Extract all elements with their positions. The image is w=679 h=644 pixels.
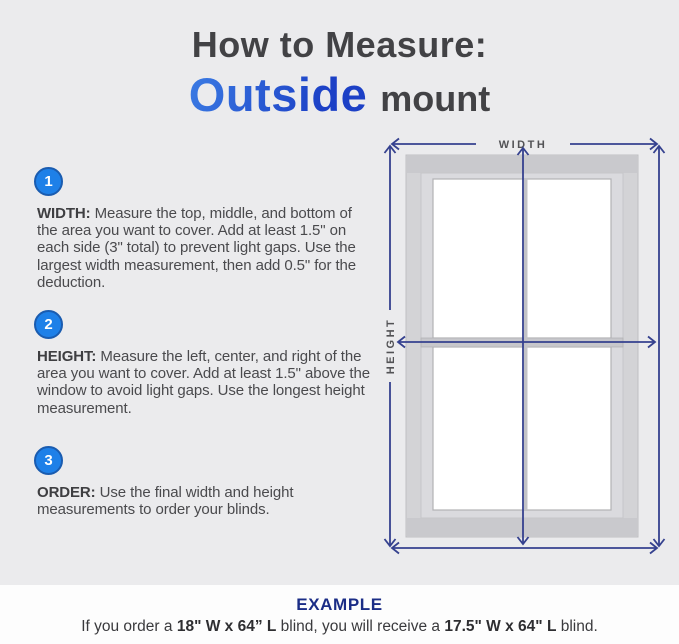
window-diagram-svg bbox=[378, 132, 672, 560]
step-2-text bbox=[37, 348, 373, 417]
step-1-number: 1 bbox=[44, 173, 53, 190]
window-sill-band bbox=[407, 518, 637, 536]
step-3-label: ORDER: bbox=[37, 484, 96, 501]
window-measurement-diagram bbox=[378, 132, 672, 560]
step-2-number: 2 bbox=[44, 316, 53, 333]
window-center-mullion bbox=[524, 179, 528, 510]
example-footer bbox=[0, 585, 679, 644]
title-highlight-outside: Outside bbox=[188, 68, 368, 121]
step-2-body: Measure the left, center, and right of the area you want to cover. Add at least 1.5" above the window to avoid light gaps. Use the longest height measurement. bbox=[37, 348, 370, 417]
step-3-text bbox=[37, 484, 373, 518]
step-1 bbox=[32, 167, 376, 291]
step-1-label: WIDTH: bbox=[37, 205, 91, 222]
step-2 bbox=[32, 310, 376, 417]
step-1-number-badge bbox=[34, 167, 63, 196]
step-2-label: HEIGHT: bbox=[37, 348, 97, 365]
window-lower-pane bbox=[433, 347, 611, 510]
step-3-number-badge bbox=[34, 446, 63, 475]
width-label: WIDTH bbox=[498, 139, 548, 151]
step-2-number-badge bbox=[34, 310, 63, 339]
title-line2 bbox=[0, 67, 679, 122]
example-heading: EXAMPLE bbox=[296, 595, 383, 614]
step-3 bbox=[32, 446, 376, 518]
step-3-number: 3 bbox=[44, 452, 53, 469]
page-title bbox=[0, 24, 679, 122]
step-3-body: Use the final width and height measurements to order your blinds. bbox=[37, 484, 294, 519]
window-illustration bbox=[406, 155, 638, 537]
title-suffix-mount: mount bbox=[380, 78, 491, 119]
height-label: HEIGHT bbox=[385, 317, 397, 375]
step-1-text bbox=[37, 205, 373, 291]
window-upper-pane bbox=[433, 179, 611, 338]
title-line1: How to Measure: bbox=[191, 24, 488, 65]
step-1-body: Measure the top, middle, and bottom of the area you want to cover. Add at least 1.5" on each side (3" total) to prevent light gaps. Use the largest width measurement, then add 0.5" for the deduction. bbox=[37, 205, 357, 291]
window-head-band bbox=[407, 156, 637, 173]
example-sentence: If you order a 18" W x 64” L blind, you will receive a 17.5" W x 64" L blind. bbox=[81, 618, 598, 635]
